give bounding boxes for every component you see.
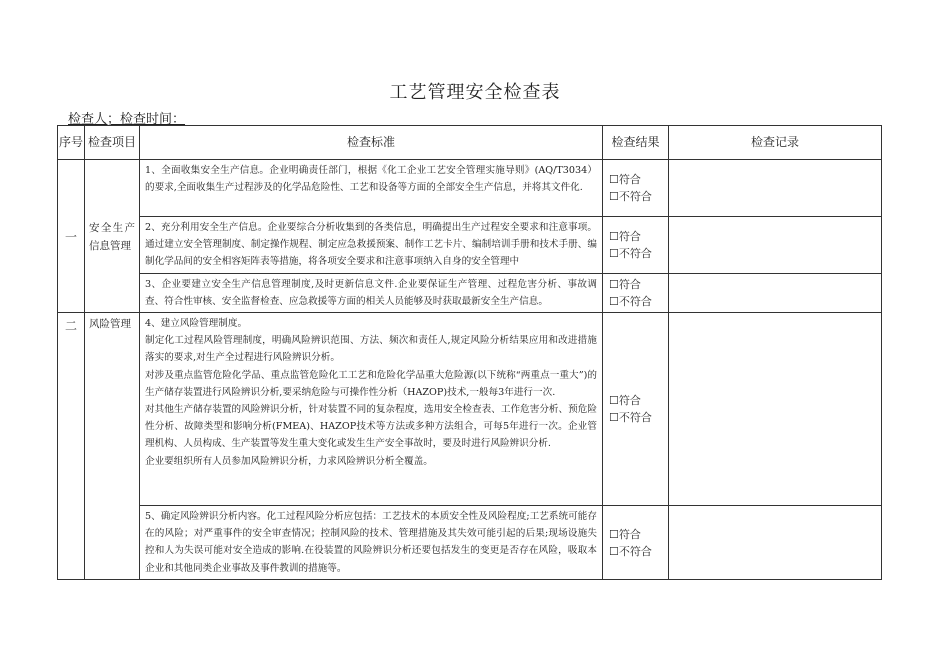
inspection-record[interactable] [669, 506, 882, 580]
result-noncompliant-checkbox[interactable]: ☐不符合 [609, 544, 652, 558]
row-number: 二 [58, 313, 85, 580]
inspection-result [603, 273, 669, 312]
inspection-record[interactable] [669, 313, 882, 506]
inspection-result [603, 506, 669, 580]
inspection-standard [140, 273, 603, 312]
result-compliant-checkbox[interactable]: ☐符合 [609, 394, 641, 408]
result-noncompliant-checkbox[interactable]: ☐不符合 [609, 294, 652, 308]
header-no: 序号 [58, 126, 85, 160]
standard-paragraph: 对涉及重点监管危险化学品、重点监管危险化工工艺和危险化学品重大危险源(以下统称“两重点一重大”)的生产储存装置进行风险辨识分析,要采纳危险与可操作性分析（HAZOP)技术,一般每3年进行一次. [145, 369, 597, 398]
inspection-table [57, 125, 882, 580]
inspection-item: 安全生产信息管理 [85, 160, 140, 313]
inspection-result [603, 217, 669, 274]
inspector-line: 检查人；检查时间： [68, 112, 186, 127]
table-row [58, 217, 882, 274]
header-result: 检查结果 [603, 126, 669, 160]
header-standard: 检查标准 [140, 126, 603, 160]
inspection-record[interactable] [669, 217, 882, 274]
inspection-standard [140, 313, 603, 506]
standard-paragraph: 3、企业要建立安全生产信息管理制度,及时更新信息文件.企业要保证生产管理、过程危害分析、事故调查、符合性审核、安全监督检查、应急救援等方面的相关人员能够及时获取最新安全生产信息。 [145, 278, 597, 307]
standard-paragraph: 1、全面收集安全生产信息。企业明确责任部门，根据《化工企业工艺安全管理实施导则》(AQ/T3034）的要求,全面收集生产过程涉及的化学品危险性、工艺和设备等方面的全部安全生产信息，并将其文件化. [145, 165, 597, 194]
standard-paragraph: 制定化工过程风险管理制度，明确风险辨识范围、方法、频次和责任人,规定风险分析结果应用和改进措施落实的要求,对生产全过程进行风险辨识分析。 [145, 335, 597, 364]
standard-paragraph: 2、充分利用安全生产信息。企业要综合分析收集到的各类信息，明确提出生产过程安全要求和注意事项。通过建立安全管理制度、制定操作规程、制定应急救援预案、制作工艺卡片、编制培训手册和技术手册、编制化学品间的安全相容矩阵表等措施，将各项安全要求和注意事项纳入自身的安全管理中 [145, 222, 597, 268]
inspection-standard [140, 506, 603, 580]
table-row [58, 273, 882, 312]
result-compliant-checkbox[interactable]: ☐符合 [609, 229, 641, 243]
table-row [58, 506, 882, 580]
header-record: 检查记录 [669, 126, 882, 160]
standard-paragraph: 5、确定风险辨识分析内容。化工过程风险分析应包括：工艺技术的本质安全性及风险程度;工艺系统可能存在的风险；对严重事件的安全审查情况；控制风险的技术、管理措施及其失效可能引起的后果;现场设施失控和人为失误可能对安全造成的影响.在役装置的风险辨识分析还要包括发生的变更是否存在风险，吸取本企业和其他同类企业事故及事件教训的措施等。 [145, 511, 597, 574]
header-row [58, 126, 882, 160]
result-compliant-checkbox[interactable]: ☐符合 [609, 277, 641, 291]
result-compliant-checkbox[interactable]: ☐符合 [609, 527, 641, 541]
row-number: 一 [58, 160, 85, 313]
inspection-result [603, 313, 669, 506]
standard-paragraph: 对其他生产储存装置的风险辨识分析，针对装置不同的复杂程度，选用安全检查表、工作危害分析、预危险性分析、故障类型和影响分析(FMEA)、HAZOP技术等方法或多种方法组合，可每5年进行一次。企业管理机构、人员构成、生产装置等发生重大变化或发生生产安全事故时，要及时进行风险辨识分析. [145, 404, 597, 450]
result-noncompliant-checkbox[interactable]: ☐不符合 [609, 246, 652, 260]
table-row [58, 313, 882, 506]
inspection-result [603, 160, 669, 217]
standard-paragraph: 4、建立风险管理制度。 [145, 318, 248, 330]
page-title: 工艺管理安全检查表 [389, 82, 561, 103]
table-row [58, 160, 882, 217]
result-compliant-checkbox[interactable]: ☐符合 [609, 173, 641, 186]
header-item: 检查项目 [85, 126, 140, 160]
inspection-record[interactable] [669, 273, 882, 312]
inspection-standard [140, 160, 603, 217]
inspection-standard [140, 217, 603, 274]
result-noncompliant-checkbox[interactable]: ☐不符合 [609, 411, 652, 425]
inspection-item: 风险管理 [85, 313, 140, 580]
inspection-record[interactable] [669, 160, 882, 217]
result-noncompliant-checkbox[interactable]: ☐不符合 [609, 190, 652, 203]
standard-paragraph: 企业要组织所有人员参加风险辨识分析，力求风险辨识分析全覆盖。 [145, 455, 433, 467]
